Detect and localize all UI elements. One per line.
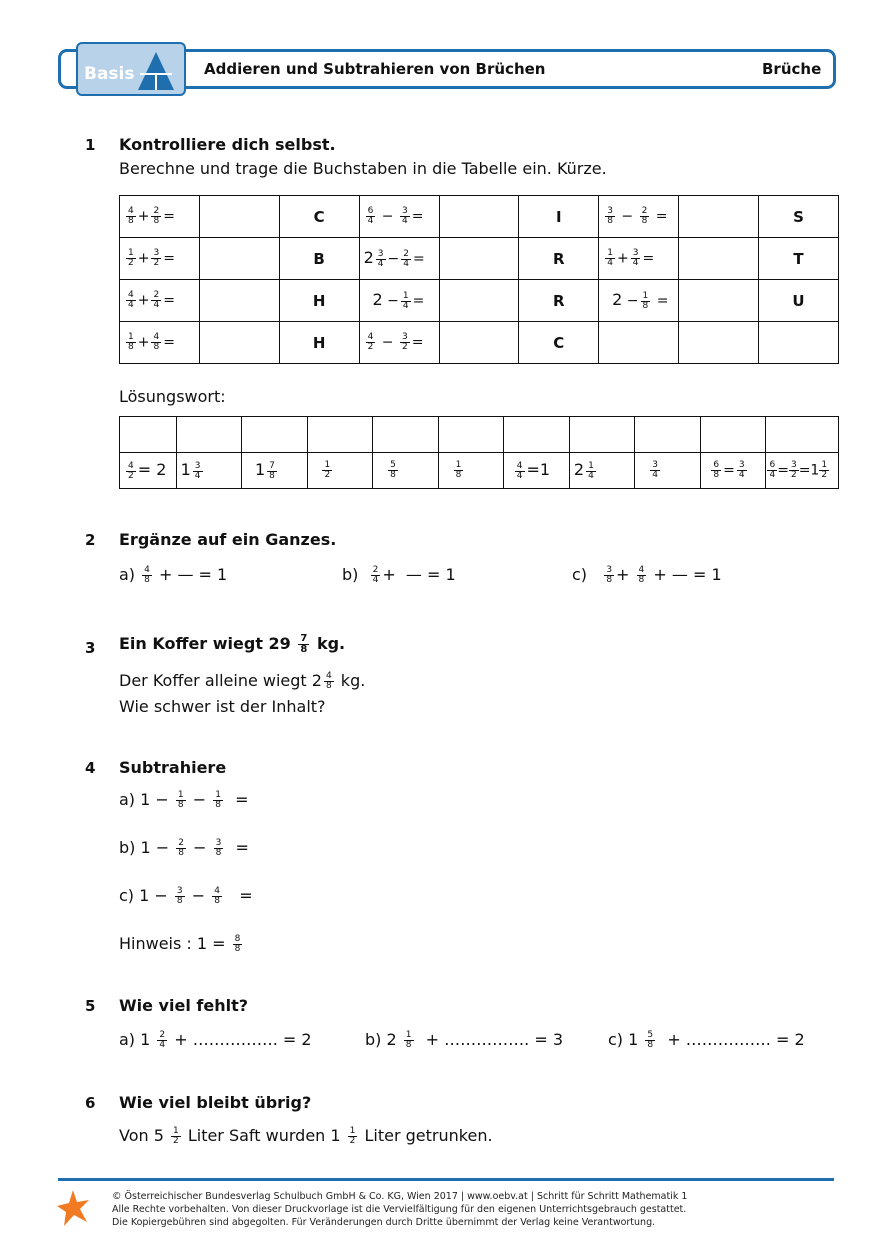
- task4-a: a) 1 − $\frac{1}{8}$ − $\frac{1}{8}$ =: [119, 790, 249, 810]
- letter-cell: I: [519, 196, 599, 238]
- letter-cell: R: [519, 238, 599, 280]
- task-title: Wie viel fehlt?: [119, 996, 248, 1015]
- task2-a: a) $\frac{4}{8}$ + — = 1: [119, 565, 228, 585]
- task-title: Wie viel bleibt übrig?: [119, 1093, 312, 1112]
- letter-cell: H: [279, 280, 359, 322]
- letter-cell: S: [759, 196, 839, 238]
- task2-c: c) $\frac{3}{8}$ + $\frac{4}{8}$ + — = 1: [572, 565, 722, 585]
- footer-line-2: Alle Rechte vorbehalten. Von dieser Druckvorlage ist die Vervielfältigung für den eigenen Unterrichtsgebrauch gestattet.: [112, 1204, 687, 1215]
- task2-b: b) $\frac{2}{4}$ + — = 1: [342, 565, 456, 585]
- task5-c: c) 1 $\frac{5}{8}$ + ……………. = 2: [608, 1030, 805, 1050]
- footer-line-3: Die Kopiergebühren sind abgegolten. Für Veränderungen durch Dritte übernimmt der Verlag keine Verantwortung.: [112, 1217, 656, 1228]
- page-title: Addieren und Subtrahieren von Brüchen: [204, 60, 546, 78]
- task3-line2: Wie schwer ist der Inhalt?: [119, 697, 326, 716]
- letter-cell: C: [519, 322, 599, 364]
- task-title: Ein Koffer wiegt 29 $\frac{7}{8}$ kg.: [119, 633, 346, 655]
- footer-line-1: © Österreichischer Bundesverlag Schulbuch GmbH & Co. KG, Wien 2017 | www.oebv.at | Schritt für Schritt Mathematik 1: [112, 1191, 688, 1202]
- footer-text: [112, 1190, 687, 1229]
- letter-cell: R: [519, 280, 599, 322]
- letter-cell: B: [279, 238, 359, 280]
- task-title: Subtrahiere: [119, 758, 227, 777]
- task1-table: $\frac{4}{8}$ + $\frac{2}{8}$ = C $\frac{6}{4}$ − $\frac{3}{4}$ = I $\frac{3}{8}$ − $\frac{2}{8}$ = S $\frac{1}{2}$ + $\frac{3}{2}$ = B 2 $\frac{3}{4}$ − $\frac{2}{4}$ = R $\frac{1}{4}$ + $\frac{3}{4}$ = T $\frac{4}{4}$ + $\frac{2}{4}$ = H 2 − $\frac{1}{4}$ = R 2 − $\frac{1}{8}$ = U $\frac{1}{8}$ + $\frac{4}{8}$ = H $\frac{4}{2}$ − $\frac{3}{2}$ = C: [119, 195, 839, 364]
- task-number: 3: [85, 639, 96, 657]
- footer-divider: [58, 1178, 834, 1181]
- chapter-title: Brüche: [762, 60, 822, 78]
- task-title: Ergänze auf ein Ganzes.: [119, 530, 337, 549]
- letter-cell: T: [759, 238, 839, 280]
- task4-hint: Hinweis : 1 = $\frac{8}{8}$: [119, 934, 241, 954]
- task-title: Kontrolliere dich selbst.: [119, 135, 336, 154]
- badge-label: Basis: [84, 64, 135, 84]
- task-number: 6: [85, 1094, 96, 1112]
- task-number: 5: [85, 997, 96, 1015]
- solution-table: $\frac{4}{2}$ = 2 1 $\frac{3}{4}$ 1 $\frac{7}{8}$ $\frac{1}{2}$ $\frac{5}{8}$ $\frac{1}{8}$ $\frac{4}{4}$ =1 2 $\frac{1}{4}$ $\frac{3}{4}$ $\frac{6}{8}$ = $\frac{3}{4}$ $\frac{6}{4}$ = $\frac{3}{2}$ =1 $\frac{1}{2}$: [119, 416, 839, 489]
- task-instruction: Berechne und trage die Buchstaben in die Tabelle ein. Kürze.: [119, 159, 607, 178]
- task-number: 2: [85, 531, 96, 549]
- letter-cell: U: [759, 280, 839, 322]
- task-number: 1: [85, 136, 96, 154]
- task5-a: a) 1 $\frac{2}{4}$ + ……………. = 2: [119, 1030, 312, 1050]
- letter-cell: C: [279, 196, 359, 238]
- task3-line1: Der Koffer alleine wiegt 2 $\frac{4}{8}$ kg.: [119, 671, 366, 691]
- task6-text: Von 5 $\frac{1}{2}$ Liter Saft wurden 1 $\frac{1}{2}$ Liter getrunken.: [119, 1126, 493, 1146]
- task5-b: b) 2 $\frac{1}{8}$ + ……………. = 3: [365, 1030, 564, 1050]
- task-number: 4: [85, 759, 96, 777]
- solution-label: Lösungswort:: [119, 387, 226, 406]
- task4-c: c) 1 − $\frac{3}{8}$ − $\frac{4}{8}$ =: [119, 886, 253, 906]
- letter-cell: H: [279, 322, 359, 364]
- publisher-logo-icon: [56, 1188, 90, 1228]
- task4-b: b) 1 − $\frac{2}{8}$ − $\frac{3}{8}$ =: [119, 838, 249, 858]
